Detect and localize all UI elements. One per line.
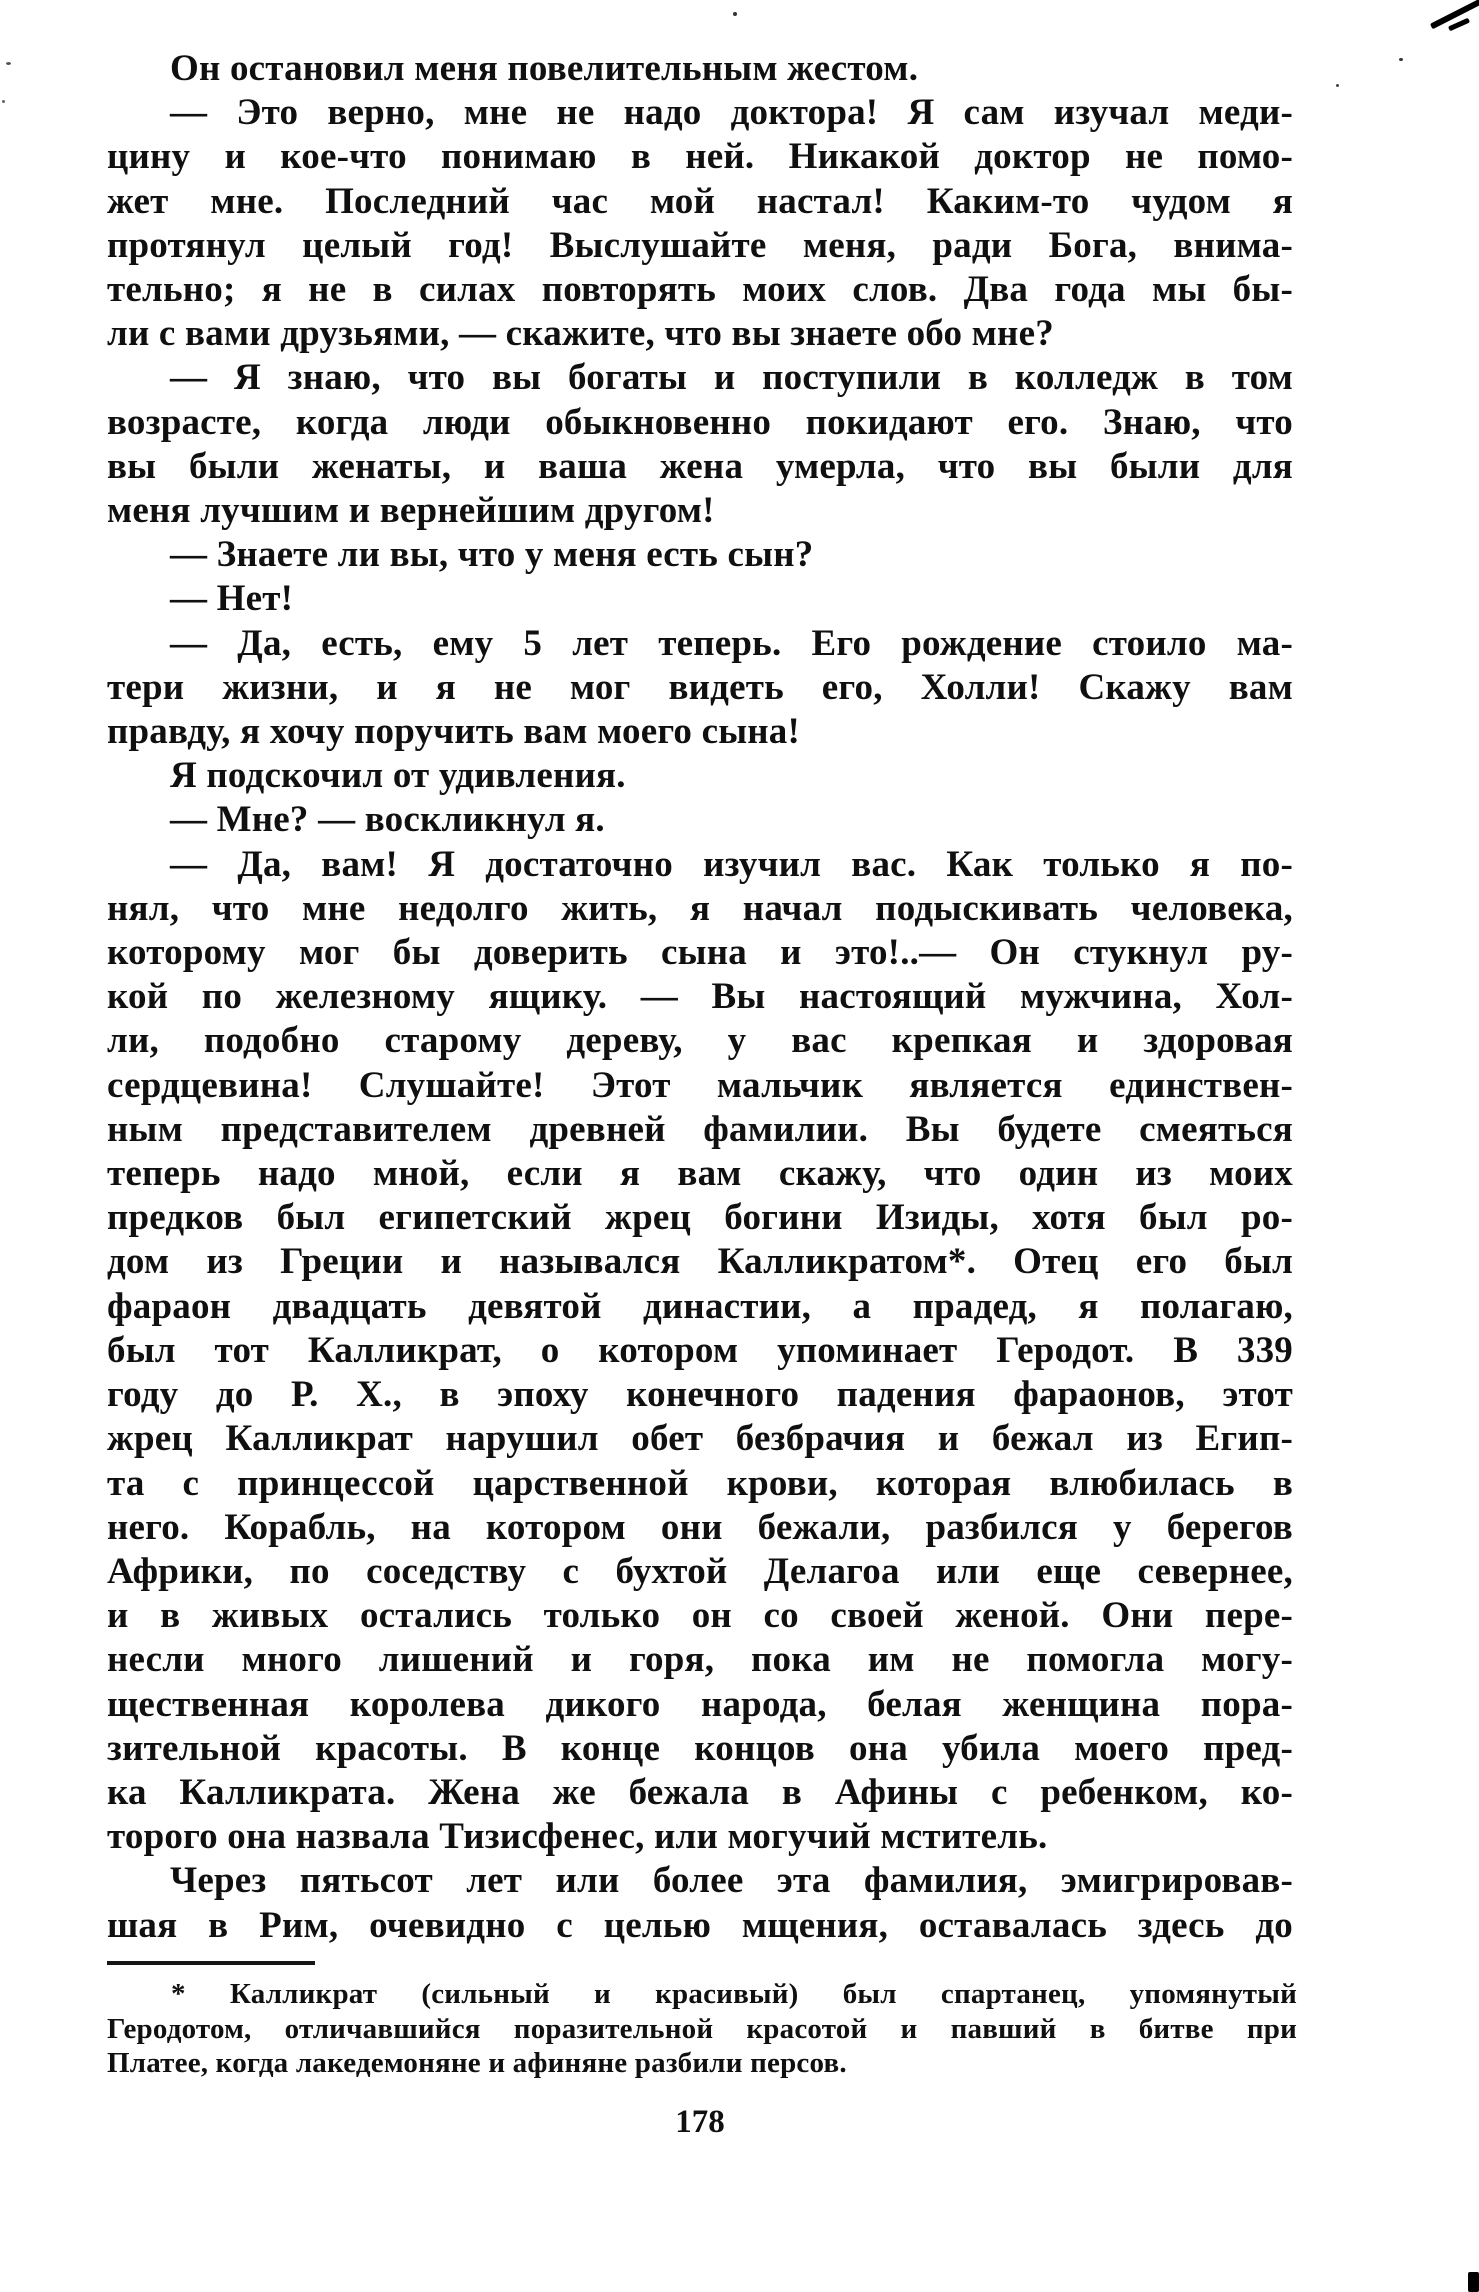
text-line: — Это верно, мне не надо доктора! Я сам изучал меди-	[170, 92, 1293, 134]
text-line: — Да, вам! Я достаточно изучил вас. Как только я по-	[170, 843, 1293, 885]
text-line: тери жизни, и я не мог видеть его, Холли! Скажу вам	[107, 666, 1293, 708]
text-line: * Калликрат (сильный и красивый) был спартанец, упомянутый	[171, 1978, 1297, 2010]
scan-speck	[733, 12, 737, 16]
text-line: Платее, когда лакедемоняне и афиняне разбили персов.	[107, 2047, 847, 2079]
text-line: цину и кое-что понимаю в ней. Никакой доктор не помо-	[107, 136, 1293, 178]
text-line: которому мог бы доверить сына и это!..— Он стукнул ру-	[107, 932, 1293, 974]
text-line: ным представителем древней фамилии. Вы будете смеяться	[107, 1108, 1293, 1150]
text-line: и в живых остались только он со своей женой. Они пере-	[107, 1595, 1293, 1637]
text-line: та с принцессой царственной крови, которая влюбилась в	[107, 1462, 1293, 1504]
body-text	[107, 47, 1293, 1948]
footnote	[107, 1977, 1297, 2081]
text-line: вы были женаты, и ваша жена умерла, что вы были для	[107, 445, 1293, 487]
scan-speck	[1336, 84, 1339, 87]
scan-speck	[2, 100, 5, 103]
text-line: щественная королева дикого народа, белая женщина пора-	[107, 1683, 1293, 1725]
text-line: ли с вами друзьями, — скажите, что вы знаете обо мне?	[107, 313, 1054, 355]
scan-speck	[6, 62, 11, 65]
text-line: ли, подобно старому дереву, у вас крепкая и здоровая	[107, 1020, 1293, 1062]
text-line: тельно; я не в силах повторять моих слов. Два года мы бы-	[107, 269, 1293, 311]
text-line: году до Р. Х., в эпоху конечного падения фараонов, этот	[107, 1374, 1293, 1416]
scan-speck	[1399, 58, 1403, 61]
text-line: него. Корабль, на котором они бежали, разбился у берегов	[107, 1506, 1293, 1548]
text-line: сердцевина! Слушайте! Этот мальчик является единствен-	[107, 1064, 1293, 1106]
text-line: меня лучшим и вернейшим другом!	[107, 490, 715, 532]
text-line: — Знаете ли вы, что у меня есть сын?	[170, 534, 814, 576]
scan-blob-bottom-right	[1468, 2272, 1479, 2292]
text-line: Геродотом, отличавшийся поразительной красотой и павший в битве при	[107, 2012, 1297, 2045]
text-line: Африки, по соседству с бухтой Делагоа или еще севернее,	[107, 1550, 1293, 1592]
text-line: протянул целый год! Выслушайте меня, ради Бога, внима-	[107, 224, 1293, 266]
text-line: Я подскочил от удивления.	[170, 755, 626, 797]
text-line: кой по железному ящику. — Вы настоящий мужчина, Хол-	[107, 976, 1293, 1018]
text-line: — Нет!	[170, 578, 294, 620]
text-line: возрасте, когда люди обыкновенно покидают его. Знаю, что	[107, 401, 1293, 443]
text-line: — Мне? — воскликнул я.	[170, 799, 605, 841]
text-line: — Да, есть, ему 5 лет теперь. Его рождение стоило ма-	[170, 622, 1293, 664]
text-line: дом из Греции и назывался Калликратом*. Отец его был	[107, 1241, 1293, 1283]
text-line: торого она назвала Тизисфенес, или могучий мститель.	[107, 1816, 1048, 1858]
text-line: нял, что мне недолго жить, я начал подыскивать человека,	[107, 887, 1293, 929]
footnote-divider	[107, 1961, 315, 1965]
text-line: несли много лишений и горя, пока им не помогла могу-	[107, 1639, 1293, 1681]
text-line: фараон двадцать девятой династии, а прадед, я полагаю,	[107, 1285, 1293, 1327]
text-line: Он остановил меня повелительным жестом.	[170, 48, 919, 89]
page-number: 178	[675, 2104, 725, 2140]
text-line: — Я знаю, что вы богаты и поступили в колледж в том	[170, 357, 1293, 399]
text-line: был тот Калликрат, о котором упоминает Геродот. В 339	[107, 1329, 1293, 1371]
text-line: жет мне. Последний час мой настал! Каким-то чудом я	[107, 180, 1293, 222]
text-line: ка Калликрата. Жена же бежала в Афины с ребенком, ко-	[107, 1771, 1293, 1813]
text-line: шая в Рим, очевидно с целью мщения, оставалась здесь до	[107, 1904, 1293, 1946]
text-line: предков был египетский жрец богини Изиды, хотя был ро-	[107, 1197, 1293, 1239]
text-line: зительной красоты. В конце концов она убила моего пред-	[107, 1727, 1293, 1769]
text-line: жрец Калликрат нарушил обет безбрачия и бежал из Егип-	[107, 1418, 1293, 1460]
text-line: Через пятьсот лет или более эта фамилия, эмигрировав-	[170, 1860, 1293, 1902]
text-line: правду, я хочу поручить вам моего сына!	[107, 711, 801, 753]
text-line: теперь надо мной, если я вам скажу, что один из моих	[107, 1153, 1293, 1195]
